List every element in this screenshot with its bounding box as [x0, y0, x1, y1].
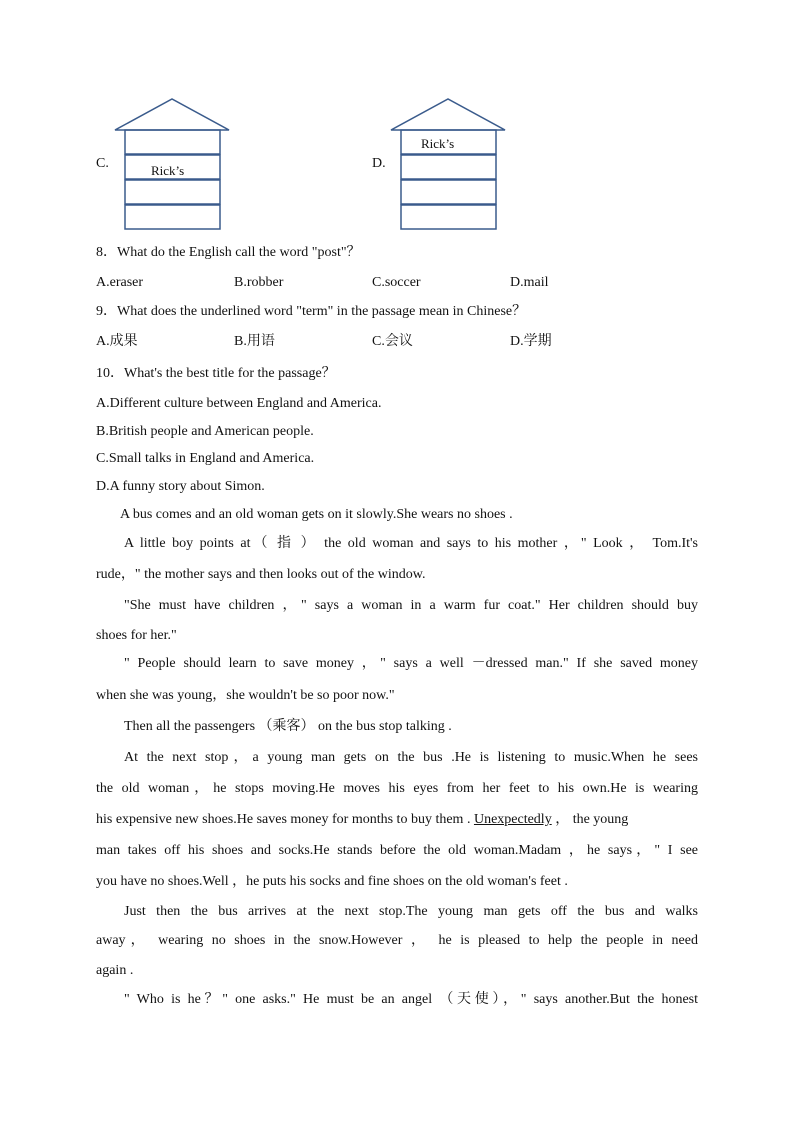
passage-line: "She must have children ，" says a woman in a warm fur coat." Her children should buy: [124, 598, 698, 613]
passage-line: when she was young，she wouldn't be so poor now.": [96, 688, 395, 703]
passage-text: his expensive new shoes.He saves money for months to buy them .: [96, 812, 471, 827]
passage-line: away， wearing no shoes in the snow.However ， he is pleased to help the people in need: [96, 933, 698, 948]
question-8-stem: 8．What do the English call the word "post"？: [96, 245, 361, 260]
roof-c: [115, 99, 229, 130]
q9-option-d: D.学期: [510, 334, 552, 349]
passage-line: Then all the passengers （乘客） on the bus stop talking .: [124, 719, 452, 734]
house-figure-c: [112, 96, 234, 232]
q10-option-c: C.Small talks in England and America.: [96, 451, 315, 466]
passage-line: man takes off his shoes and socks.He stands before the old woman.Madam ，he says，" I see: [96, 843, 698, 858]
passage-text: ， the young: [555, 812, 629, 827]
q10-option-b: B.British people and American people.: [96, 424, 314, 439]
passage-line: you have no shoes.Well ，he puts his socks and fine shoes on the old woman's feet .: [96, 874, 568, 889]
passage-line: " People should learn to save money ，" says a well －dressed man." If she saved money: [124, 656, 698, 671]
question-10-stem: 10．What's the best title for the passage？: [96, 366, 336, 381]
passage-line: the old woman，he stops moving.He moves his eyes from her feet to his own.He is wearing: [96, 781, 698, 796]
q10-option-a: A.Different culture between England and America.: [96, 396, 382, 411]
option-d-label: D.: [372, 156, 386, 171]
roof-d: [391, 99, 505, 130]
passage-line: rude，" the mother says and then looks out of the window.: [96, 567, 426, 582]
passage-line: At the next stop，a young man gets on the bus .He is listening to music.When he sees: [124, 750, 698, 765]
passage-line-with-underline: [96, 811, 698, 829]
underlined-word: Unexpectedly: [473, 812, 552, 827]
house-figure-d: [388, 96, 510, 232]
rick-sign-c: Rick’s: [151, 163, 185, 178]
passage-line: A little boy points at（ 指 ） the old woman and says to his mother ，" Look ， Tom.It's: [124, 536, 698, 551]
passage-line: again .: [96, 963, 134, 978]
question-9-stem: 9．What does the underlined word "term" in the passage mean in Chinese？: [96, 304, 527, 319]
passage-line: shoes for her.": [96, 628, 177, 643]
q8-option-d: D.mail: [510, 275, 549, 290]
passage-line: " Who is he？" one asks." He must be an angel （天使），" says another.But the honest: [124, 992, 698, 1007]
q9-option-a: A.成果: [96, 334, 138, 349]
rick-sign-d: Rick’s: [421, 136, 455, 151]
q9-option-c: C.会议: [372, 334, 413, 349]
passage-line: A bus comes and an old woman gets on it slowly.She wears no shoes .: [120, 507, 513, 522]
q8-option-a: A.eraser: [96, 275, 144, 290]
q8-option-c: C.soccer: [372, 275, 421, 290]
q10-option-d: D.A funny story about Simon.: [96, 479, 265, 494]
passage-line: Just then the bus arrives at the next stop.The young man gets off the bus and walks: [124, 904, 698, 919]
q9-option-b: B.用语: [234, 334, 275, 349]
q8-option-b: B.robber: [234, 275, 284, 290]
option-c-label: C.: [96, 156, 109, 171]
